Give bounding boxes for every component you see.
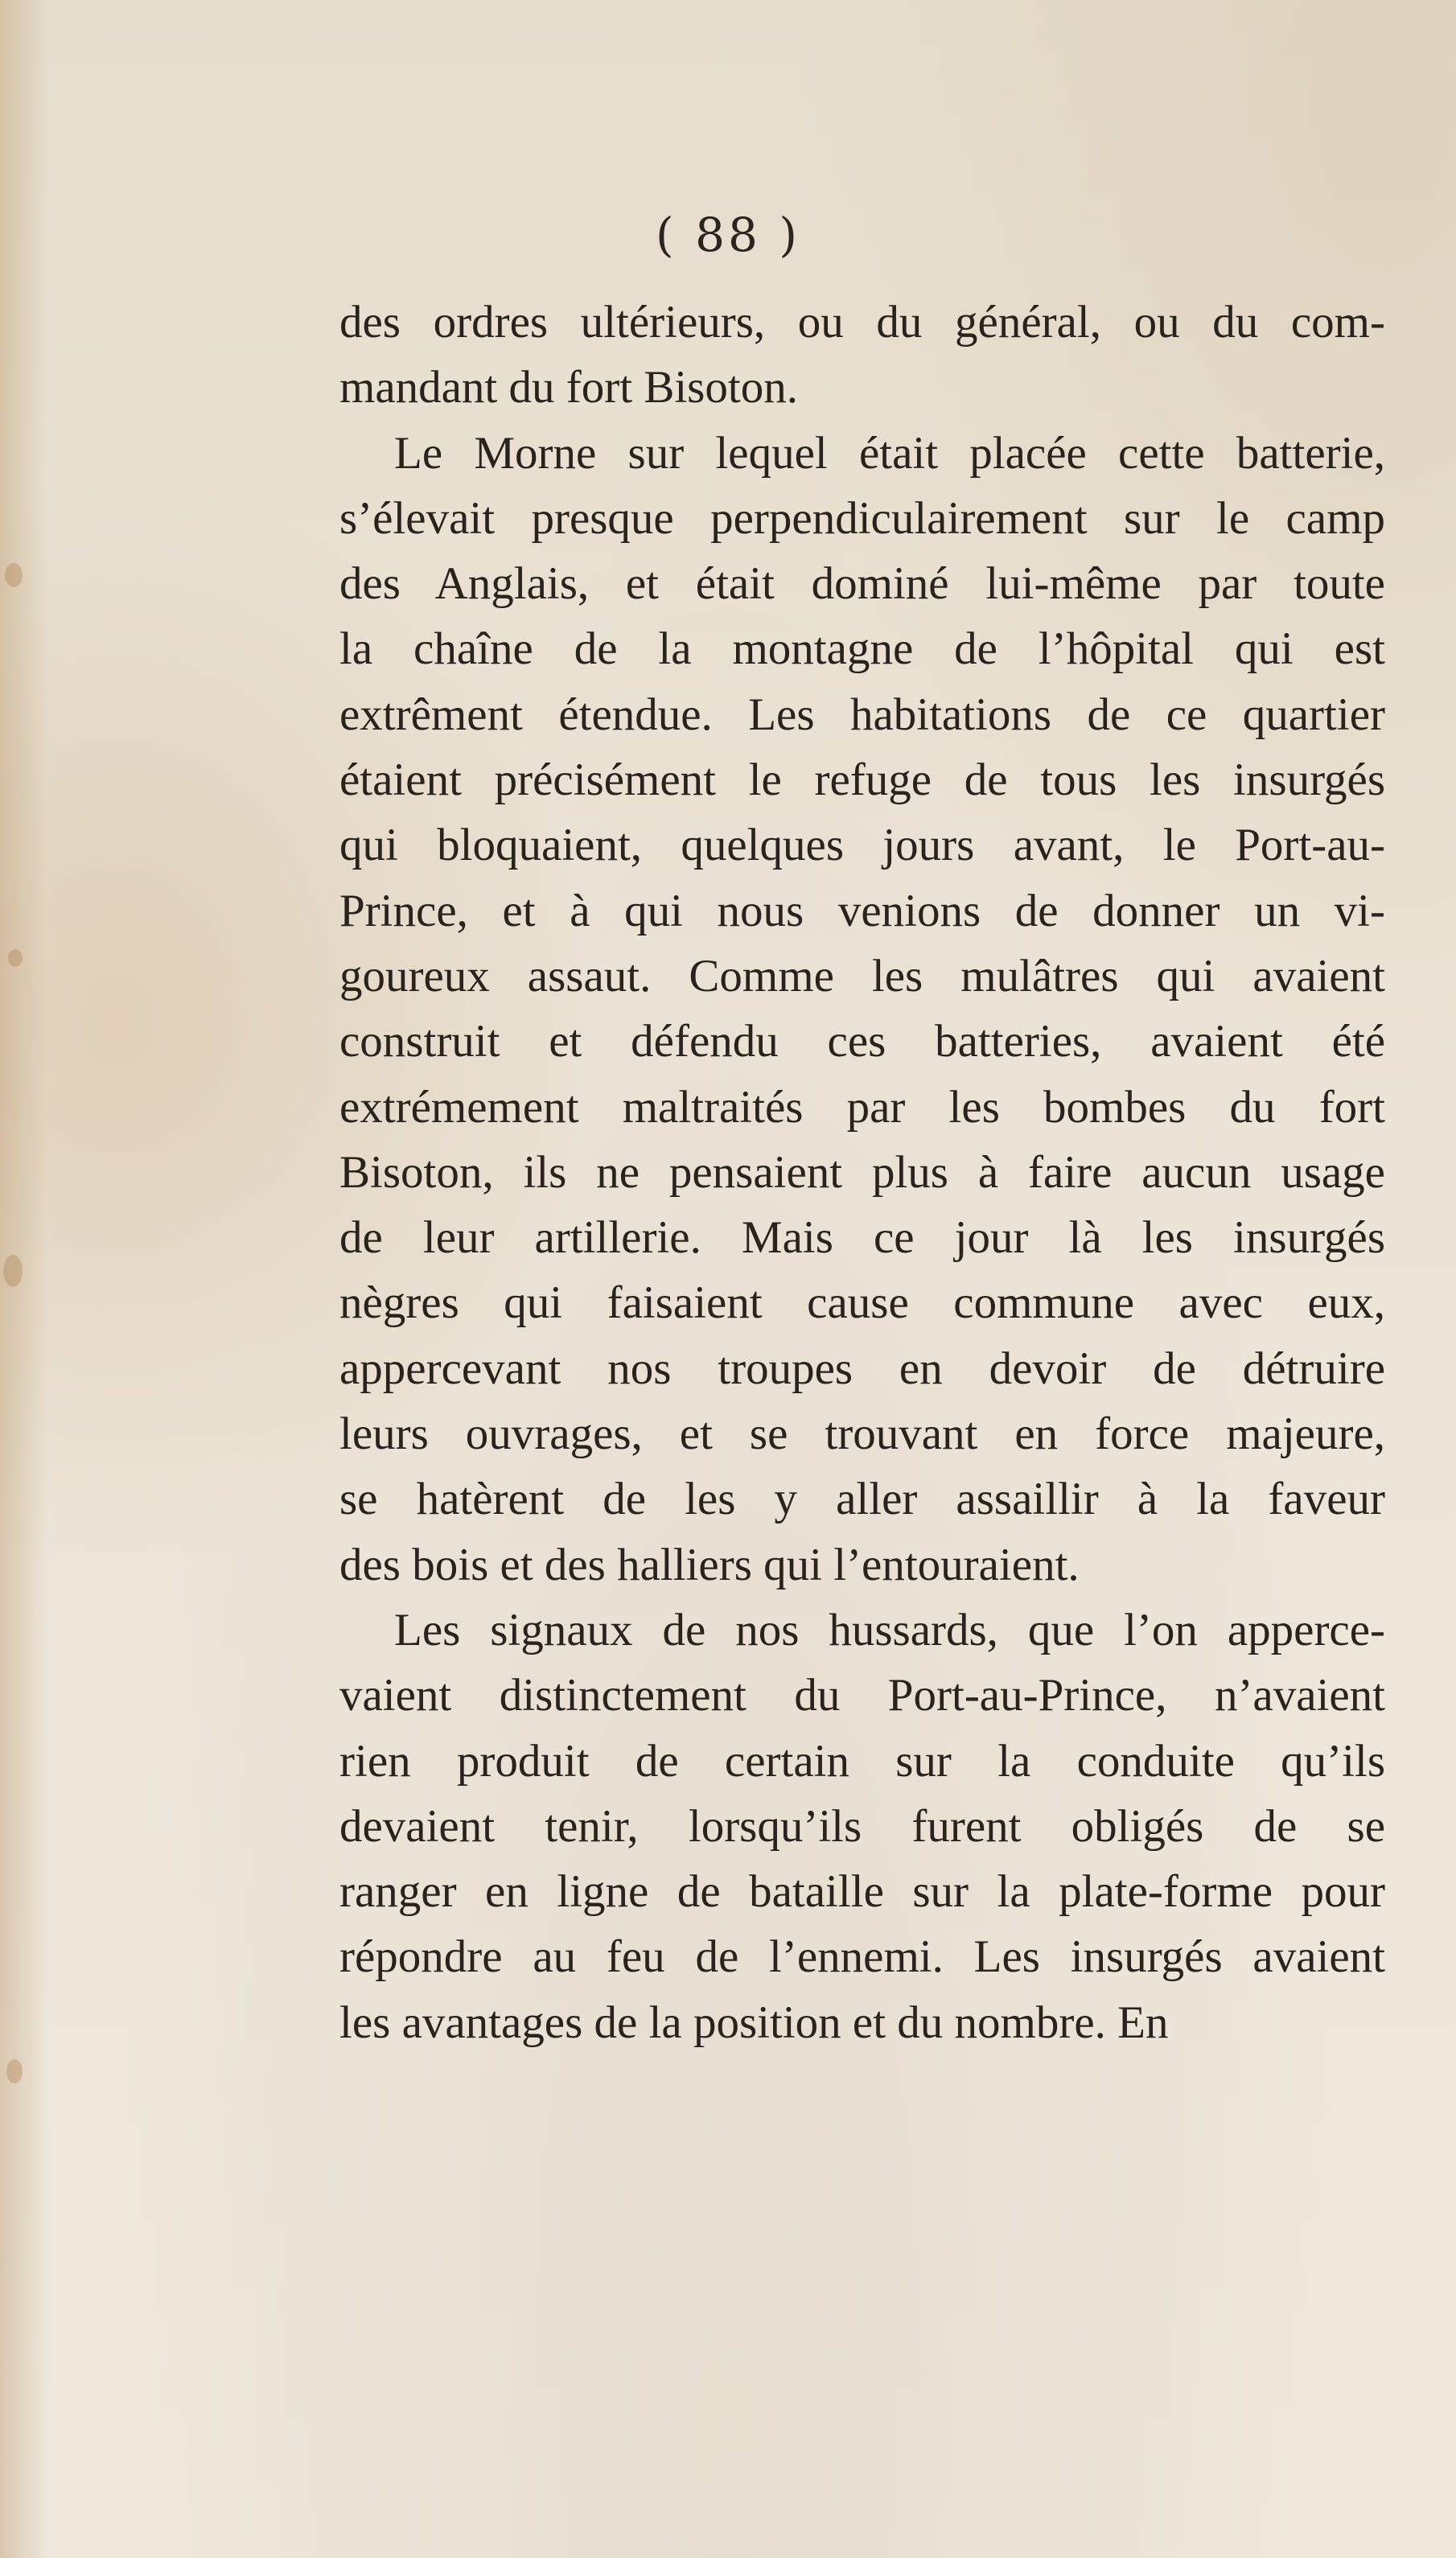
text-line: construit et défendu ces batteries, avaient été [339,1016,1385,1067]
text-line: devaient tenir, lorsqu’ils furent obligés de se [339,1800,1385,1852]
text-line: la chaîne de la montagne de l’hôpital qui est [339,623,1385,675]
text-line: extrémement maltraités par les bombes du fort [339,1081,1385,1133]
text-line: ranger en ligne de bataille sur la plate-forme pour [339,1866,1385,1918]
paragraph [339,290,1385,421]
text-line: des ordres ultérieurs, ou du général, ou du com- [339,297,1385,348]
text-line: étaient précisément le refuge de tous les insurgés [339,755,1385,806]
text-line: se hatèrent de les y aller assaillir à la faveur [339,1474,1385,1525]
paragraph [339,421,1385,1598]
text-line: appercevant nos troupes en devoir de détruire [339,1343,1385,1394]
text-line: nègres qui faisaient cause commune avec eux, [339,1277,1385,1329]
text-line: de leur artillerie. Mais ce jour là les insurgés [339,1212,1385,1264]
text-line: répondre au feu de l’ennemi. Les insurgés avaient [339,1931,1385,1983]
text-line: des Anglais, et était dominé lui-même par toute [339,558,1385,610]
text-line: extrêment étendue. Les habitations de ce quartier [339,689,1385,740]
text-line: mandant du fort Bisoton. [339,362,798,413]
page-number: ( 88 ) [656,208,800,262]
foxing-spot [6,2059,23,2083]
foxing-spot [5,563,23,587]
foxing-spot [3,1255,23,1287]
text-line: qui bloquaient, quelques jours avant, le Port-au- [339,820,1385,871]
text-line: Le Morne sur lequel était placée cette batterie, [394,427,1385,479]
text-line: vaient distinctement du Port-au-Prince, n’avaient [339,1670,1385,1721]
text-line: goureux assaut. Comme les mulâtres qui avaient [339,950,1385,1001]
text-line: Les signaux de nos hussards, que l’on apperce- [394,1604,1385,1655]
paragraph [339,1598,1385,2055]
text-line: des bois et des halliers qui l’entouraient. [339,1539,1080,1590]
text-line: rien produit de certain sur la conduite qu’ils [339,1735,1385,1787]
text-line: les avantages de la position et du nombre. En [339,1997,1169,2048]
text-line: Bisoton, ils ne pensaient plus à faire aucun usage [339,1146,1385,1198]
text-line: s’élevait presque perpendiculairement sur le camp [339,492,1385,544]
foxing-spot [8,949,23,967]
text-line: leurs ouvrages, et se trouvant en force majeure, [339,1409,1385,1460]
body-text [339,290,1385,2055]
text-line: Prince, et à qui nous venions de donner un vi- [339,885,1385,936]
